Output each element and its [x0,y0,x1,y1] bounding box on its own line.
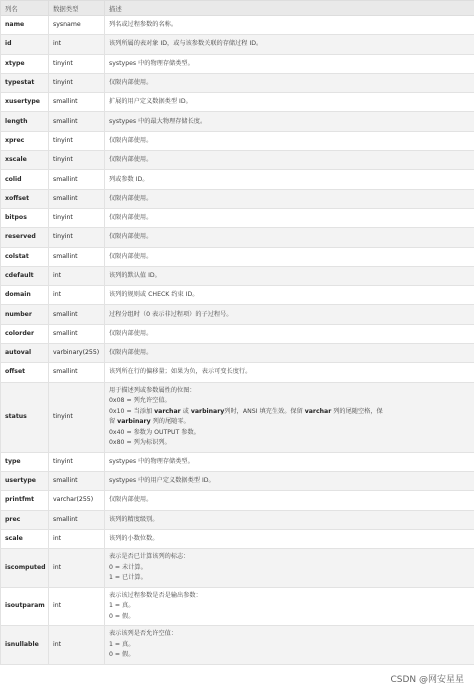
column-name-cell: autoval [1,344,49,363]
header-description: 描述 [105,1,474,16]
column-name-cell: xscale [1,151,49,170]
table-row [1,93,474,112]
data-type-cell: smallint [49,170,105,189]
column-name-cell: domain [1,286,49,305]
description-cell: 仅限内部使用。 [105,324,474,343]
column-name-cell: type [1,452,49,471]
table-row [1,510,474,529]
table-row [1,452,474,471]
column-name-cell: xtype [1,54,49,73]
table-row [1,208,474,227]
data-type-cell: tinyint [49,151,105,170]
data-type-cell: smallint [49,305,105,324]
description-cell: 该列的默认值 ID。 [105,266,474,285]
description-line: 0x08 = 列允许空值。 [109,397,171,405]
table-header-row [1,1,474,16]
table-row [1,587,474,626]
table-row [1,324,474,343]
table-row [1,151,474,170]
data-type-cell: int [49,286,105,305]
data-type-cell: int [49,626,105,665]
description-cell [105,549,474,588]
description-line: 0 = 假。 [109,651,135,659]
description-cell: 列或参数 ID。 [105,170,474,189]
data-type-cell: varchar(255) [49,491,105,510]
data-type-cell: tinyint [49,73,105,92]
column-name-cell: id [1,35,49,54]
table-row [1,305,474,324]
column-name-cell: prec [1,510,49,529]
description-cell: 仅限内部使用。 [105,189,474,208]
table-row [1,363,474,382]
table-row [1,344,474,363]
table-row [1,491,474,510]
column-name-cell: bitpos [1,208,49,227]
table-row [1,266,474,285]
table-row [1,112,474,131]
description-line: 0x10 = 当添加 varchar 或 varbinary列时，ANSI 填充生效。保留 varchar 列的尾随空格，保 [109,407,383,415]
header-column-name: 列名 [1,1,49,16]
table-body [1,16,474,665]
column-name-cell: status [1,382,49,452]
table-row [1,131,474,150]
data-type-cell: smallint [49,471,105,490]
table-row [1,189,474,208]
description-line: 表示该列是否允许空值： [109,630,178,638]
column-name-cell: iscomputed [1,549,49,588]
data-type-cell: smallint [49,189,105,208]
data-type-cell: tinyint [49,54,105,73]
description-line: 0x40 = 参数为 OUTPUT 参数。 [109,428,200,436]
description-cell: 该列的小数位数。 [105,529,474,548]
table-row [1,286,474,305]
watermark: CSDN @网安星星 [390,675,464,685]
data-type-cell: int [49,587,105,626]
description-cell: 仅限内部使用。 [105,491,474,510]
header-data-type: 数据类型 [49,1,105,16]
data-type-cell: smallint [49,112,105,131]
description-cell: 该列所属的表对象 ID，或与该参数关联的存储过程 ID。 [105,35,474,54]
data-type-cell: int [49,35,105,54]
table-row [1,170,474,189]
description-cell: 该列的精度级别。 [105,510,474,529]
description-line: 1 = 真。 [109,640,135,648]
data-type-cell: varbinary(255) [49,344,105,363]
column-name-cell: length [1,112,49,131]
table-row [1,73,474,92]
table-row [1,35,474,54]
description-cell: 该列所在行的偏移量；如果为负，表示可变长度行。 [105,363,474,382]
description-line: 表示该过程参数是否是输出参数： [109,591,202,599]
column-name-cell: offset [1,363,49,382]
description-cell: 仅限内部使用。 [105,228,474,247]
data-type-cell: sysname [49,16,105,35]
description-cell: 仅限内部使用。 [105,73,474,92]
description-cell [105,587,474,626]
data-type-cell: tinyint [49,382,105,452]
data-type-cell: smallint [49,510,105,529]
description-cell [105,626,474,665]
description-cell: 仅限内部使用。 [105,247,474,266]
data-type-cell: int [49,529,105,548]
column-name-cell: colorder [1,324,49,343]
description-cell: systypes 中的用户定义数据类型 ID。 [105,471,474,490]
table-row [1,626,474,665]
description-line: 留 varbinary 列的尾随零。 [109,418,190,426]
column-name-cell: isnullable [1,626,49,665]
column-name-cell: scale [1,529,49,548]
data-type-cell: int [49,549,105,588]
description-cell: 扩展的用户定义数据类型 ID。 [105,93,474,112]
description-line: 0 = 未计算。 [109,563,147,571]
column-name-cell: colstat [1,247,49,266]
table-row [1,382,474,452]
data-type-cell: tinyint [49,228,105,247]
table-row [1,247,474,266]
column-name-cell: cdefault [1,266,49,285]
description-cell: systypes 中的物理存储类型。 [105,452,474,471]
data-type-cell: smallint [49,324,105,343]
column-name-cell: colid [1,170,49,189]
data-type-cell: int [49,266,105,285]
description-cell [105,382,474,452]
column-name-cell: typestat [1,73,49,92]
column-name-cell: printfmt [1,491,49,510]
data-type-cell: smallint [49,247,105,266]
description-line: 1 = 真。 [109,602,135,610]
column-name-cell: xoffset [1,189,49,208]
description-line: 用于描述列或参数属性的位图： [109,386,196,394]
column-name-cell: xprec [1,131,49,150]
table-row [1,228,474,247]
column-name-cell: name [1,16,49,35]
description-cell: 仅限内部使用。 [105,208,474,227]
description-cell: 该列的规则或 CHECK 约束 ID。 [105,286,474,305]
description-cell: 仅限内部使用。 [105,344,474,363]
column-name-cell: isoutparam [1,587,49,626]
column-name-cell: number [1,305,49,324]
description-cell: 仅限内部使用。 [105,151,474,170]
description-line: 1 = 已计算。 [109,574,147,582]
data-type-cell: tinyint [49,131,105,150]
data-type-cell: smallint [49,93,105,112]
table-row [1,16,474,35]
column-name-cell: usertype [1,471,49,490]
description-line: 0 = 假。 [109,612,135,620]
description-cell: systypes 中的物理存储类型。 [105,54,474,73]
description-cell: 过程分组时（0 表示非过程项）的子过程号。 [105,305,474,324]
description-line: 表示是否已计算该列的标志： [109,553,190,561]
column-name-cell: reserved [1,228,49,247]
data-type-cell: smallint [49,363,105,382]
table-row [1,54,474,73]
description-cell: 列名或过程参数的名称。 [105,16,474,35]
column-name-cell: xusertype [1,93,49,112]
description-cell: systypes 中的最大物理存储长度。 [105,112,474,131]
data-type-cell: tinyint [49,452,105,471]
table-row [1,529,474,548]
description-line: 0x80 = 列为标识列。 [109,439,171,447]
description-cell: 仅限内部使用。 [105,131,474,150]
table-row [1,549,474,588]
data-type-cell: tinyint [49,208,105,227]
table-row [1,471,474,490]
